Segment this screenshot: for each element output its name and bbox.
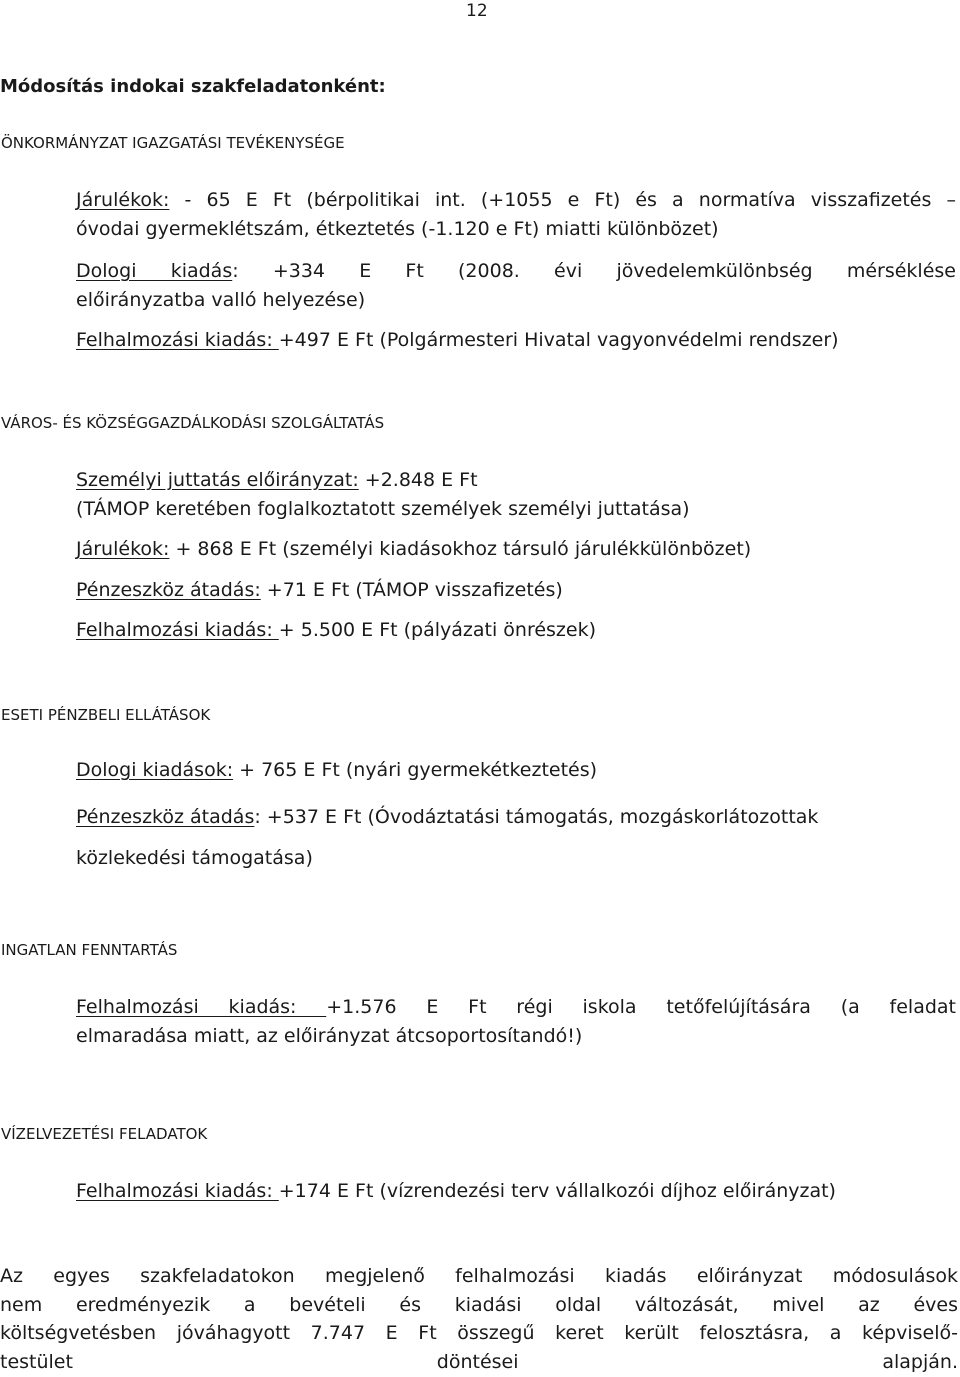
item-text: +497 E Ft (Polgármesteri Hivatal vagyonvédelmi rendszer)	[278, 329, 839, 351]
section-heading: VÍZELVEZETÉSI FELADATOK	[1, 1125, 208, 1143]
item-text: elmaradása miatt, az előirányzat átcsoportosítandó!)	[76, 1025, 583, 1047]
item-felhalmozasi-kiadas	[76, 1177, 956, 1206]
item-felhalmozasi-kiadas	[76, 993, 956, 1051]
item-dologi-kiadas	[76, 257, 956, 315]
paragraph-line: költségvetésben jóváhagyott 7.747 E Ft összegű keret került felosztásra, a képviselő-	[0, 1322, 958, 1344]
paragraph-line: Az egyes szakfeladatokon megjelenő felhalmozási kiadás előirányzat módosulások	[0, 1265, 958, 1287]
item-text: + 868 E Ft (személyi kiadásokhoz társuló járulékkülönbözet)	[169, 538, 752, 560]
item-text: + 765 E Ft (nyári gyermekétkeztetés)	[233, 759, 598, 781]
item-penzeszkoz-atadas	[76, 797, 956, 879]
item-felhalmozasi-kiadas	[76, 616, 956, 645]
section-heading: ESETI PÉNZBELI ELLÁTÁSOK	[1, 706, 211, 724]
item-text: +2.848 E Ft	[358, 469, 478, 491]
item-text: : +334 E Ft (2008. évi jövedelemkülönbség mérséklése	[232, 260, 956, 282]
item-label: Dologi kiadás	[76, 260, 233, 282]
item-penzeszkoz-atadas	[76, 576, 956, 605]
item-text: +174 E Ft (vízrendezési terv vállalkozói díjhoz előirányzat)	[278, 1180, 836, 1202]
item-label: Járulékok:	[76, 189, 170, 211]
item-label: Pénzeszköz átadás	[76, 806, 255, 828]
item-text: + 5.500 E Ft (pályázati önrészek)	[278, 619, 597, 641]
item-label: Felhalmozási kiadás:	[76, 619, 279, 641]
item-text: +71 E Ft (TÁMOP visszafizetés)	[260, 579, 563, 601]
item-label: Személyi juttatás előirányzat:	[76, 469, 359, 491]
item-text: óvodai gyermeklétszám, étkeztetés (-1.120 e Ft) miatti különbözet)	[76, 218, 719, 240]
item-text: : +537 E Ft (Óvodáztatási támogatás, mozgáskorlátozottak	[254, 806, 819, 828]
item-jarulekok	[76, 186, 956, 244]
section-heading: INGATLAN FENNTARTÁS	[1, 941, 178, 959]
item-dologi-kiadasok	[76, 756, 956, 785]
item-label: Felhalmozási kiadás:	[76, 1180, 279, 1202]
item-text: közlekedési támogatása)	[76, 847, 313, 869]
page-title: Módosítás indokai szakfeladatonként:	[0, 76, 386, 97]
item-label: Járulékok:	[76, 538, 170, 560]
section-heading: ÖNKORMÁNYZAT IGAZGATÁSI TEVÉKENYSÉGE	[1, 134, 345, 152]
item-jarulekok	[76, 535, 956, 564]
page-number: 12	[466, 1, 488, 21]
item-label: Dologi kiadások:	[76, 759, 234, 781]
item-text: +1.576 E Ft régi iskola tetőfelújítására (a feladat	[326, 996, 956, 1018]
item-text: - 65 E Ft (bérpolitikai int. (+1055 e Ft) és a normatíva visszafizetés –	[169, 189, 956, 211]
item-label: Felhalmozási kiadás:	[76, 996, 327, 1018]
item-szemelyi-juttatas	[76, 466, 956, 524]
item-label: Felhalmozási kiadás:	[76, 329, 279, 351]
paragraph-line: testület döntései alapján.	[0, 1350, 958, 1373]
item-text: előirányzatba valló helyezése)	[76, 289, 366, 311]
item-text: (TÁMOP keretében foglalkoztatott személyek személyi juttatása)	[76, 498, 690, 520]
item-label: Pénzeszköz átadás:	[76, 579, 261, 601]
item-felhalmozasi-kiadas	[76, 326, 956, 355]
closing-paragraph	[0, 1262, 958, 1376]
paragraph-line: nem eredményezik a bevételi és kiadási oldal változását, mivel az éves	[0, 1293, 958, 1316]
section-heading: VÁROS- ÉS KÖZSÉGGAZDÁLKODÁSI SZOLGÁLTATÁS	[1, 414, 385, 432]
